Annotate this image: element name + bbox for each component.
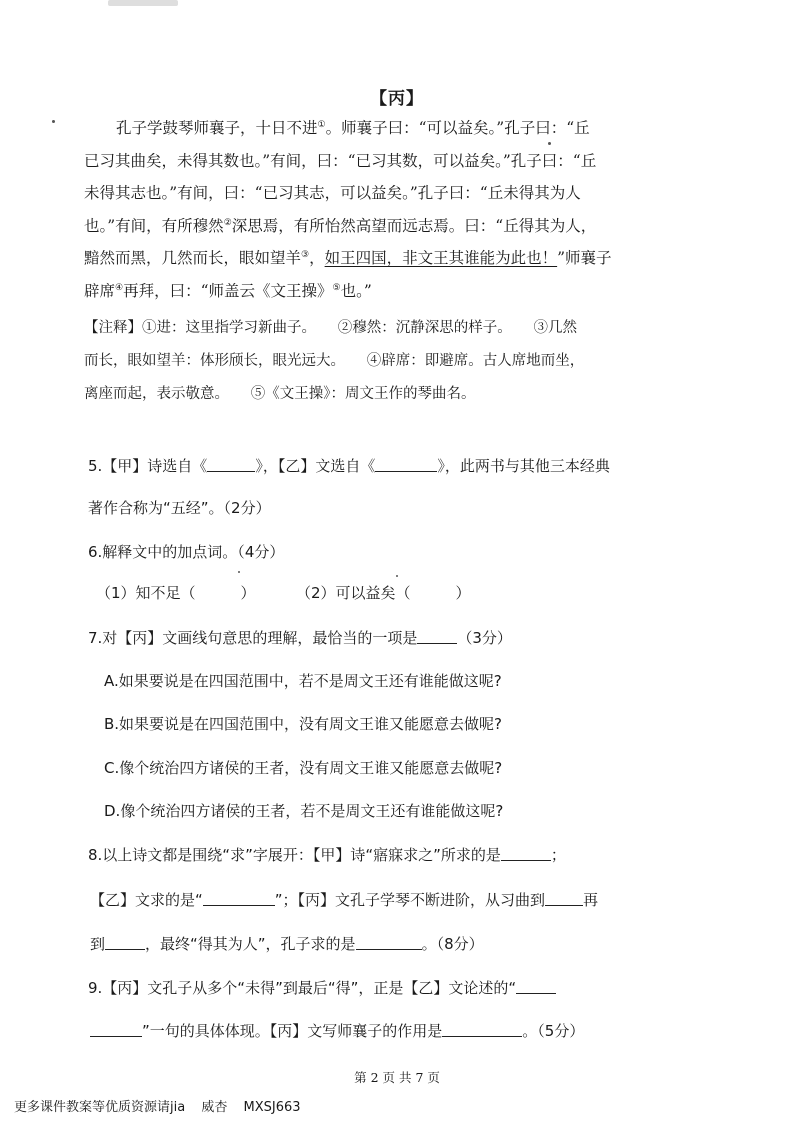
annotation-line: 离座而起，表示敬意。 ⑤《文王操》：周文王作的琴曲名。 — [84, 386, 476, 402]
annotation-line: 【注释】①进：这里指学习新曲子。 ②穆然：沉静深思的样子。 ③几然 — [84, 320, 577, 336]
section-title: 【丙】 — [370, 89, 424, 109]
footnote-mark: ① — [317, 119, 326, 130]
question-8-line2: 【乙】文求的是“ ”；【丙】文孔子学琴不断进阶，从习曲到 再 — [90, 891, 599, 909]
passage-line: 已习其曲矣，未得其数也。”有间，曰：“已习其数，可以益矣。”孔子曰：“丘 — [84, 151, 597, 170]
promo-banner — [14, 1096, 313, 1115]
question-8: 8.以上诗文都是围绕“求”字展开：【甲】诗“寤寐求之”所求的是 ； — [88, 846, 566, 864]
option-a[interactable]: A.如果要说是在四国范围中，若不是周文王还有谁能做这呢? — [104, 672, 502, 690]
question-6-item-2[interactable]: （2）可以益矣（ ） — [296, 584, 471, 602]
passage-line: 辟席④再拜，曰：“师盖云《文王操》⑤也。” — [84, 281, 372, 300]
option-d[interactable]: D.像个统治四方诸侯的王者，若不是周文王还有谁能做这呢? — [104, 802, 504, 820]
footnote-mark: ② — [223, 217, 232, 228]
underlined-sentence: 如王四国，非文王其谁能为此也！ — [324, 249, 558, 268]
emphasis-dot — [238, 571, 240, 573]
question-9-line2: ”一句的具体体现。【丙】文写师襄子的作用是 。（5分） — [90, 1020, 584, 1041]
passage-line: 也。”有间，有所穆然②深思焉，有所怡然高望而远志焉。曰：“丘得其为人， — [84, 216, 597, 235]
option-c[interactable]: C.像个统治四方诸侯的王者，没有周文王谁又能愿意去做呢? — [104, 759, 503, 777]
passage-line: 孔子学鼓琴师襄子，十日不进①。师襄子曰：“可以益矣。”孔子曰：“丘 — [116, 119, 590, 137]
scan-smudge — [108, 0, 178, 6]
passage-bing — [84, 112, 674, 308]
answer-blank[interactable] — [545, 891, 583, 906]
footnote-mark: ④ — [115, 282, 124, 293]
answer-blank[interactable] — [203, 891, 275, 906]
emphasis-dot — [396, 575, 398, 577]
answer-blank[interactable] — [501, 846, 551, 861]
answer-blank[interactable] — [375, 457, 437, 472]
answer-blank[interactable] — [207, 457, 255, 472]
promo-name: 威杏 — [201, 1100, 228, 1115]
question-7: 7.对【丙】文画线句意思的理解，最恰当的一项是 （3分） — [88, 629, 512, 647]
question-8-line3: 到 ，最终“得其为人”，孔子求的是 。（8分） — [90, 935, 484, 953]
question-9: 9.【丙】文孔子从多个“未得”到最后“得”，正是【乙】文论述的“ — [88, 977, 556, 998]
footnote-mark: ⑤ — [332, 282, 341, 293]
answer-blank[interactable] — [442, 1022, 522, 1037]
footnote-mark: ③ — [301, 250, 310, 261]
question-5: 5.【甲】诗选自《 》，【乙】文选自《 》，此两书与其他三本经典 — [88, 457, 610, 475]
passage-line: 黯然而黑，几然而长，眼如望羊③，如王四国，非文王其谁能为此也！”师襄子 — [84, 249, 612, 268]
promo-id: MXSJ663 — [243, 1100, 301, 1115]
answer-blank[interactable] — [417, 629, 457, 644]
option-b[interactable]: B.如果要说是在四国范围中，没有周文王谁又能愿意去做呢? — [104, 715, 503, 733]
question-6: 6.解释文中的加点词。（4分） — [88, 543, 285, 561]
annotation-line: 而长，眼如望羊：体形颀长，眼光远大。 ④辟席：即避席。古人席地而坐， — [84, 353, 585, 369]
answer-blank[interactable] — [356, 935, 422, 950]
page-number: 第 2 页 共 7 页 — [354, 1070, 440, 1085]
scan-speck — [52, 120, 55, 123]
annotations — [84, 312, 694, 411]
question-6-item-1[interactable]: （1）知不足（ ） — [96, 584, 256, 602]
promo-text: 更多课件教案等优质资源请jia — [14, 1100, 186, 1115]
answer-blank[interactable] — [105, 935, 145, 950]
answer-blank[interactable] — [516, 979, 556, 994]
question-5-line2: 著作合称为“五经”。（2分） — [88, 499, 271, 517]
answer-blank[interactable] — [90, 1022, 142, 1037]
passage-line: 未得其志也。”有间，曰：“已习其志，可以益矣。”孔子曰：“丘未得其为人 — [84, 184, 581, 203]
